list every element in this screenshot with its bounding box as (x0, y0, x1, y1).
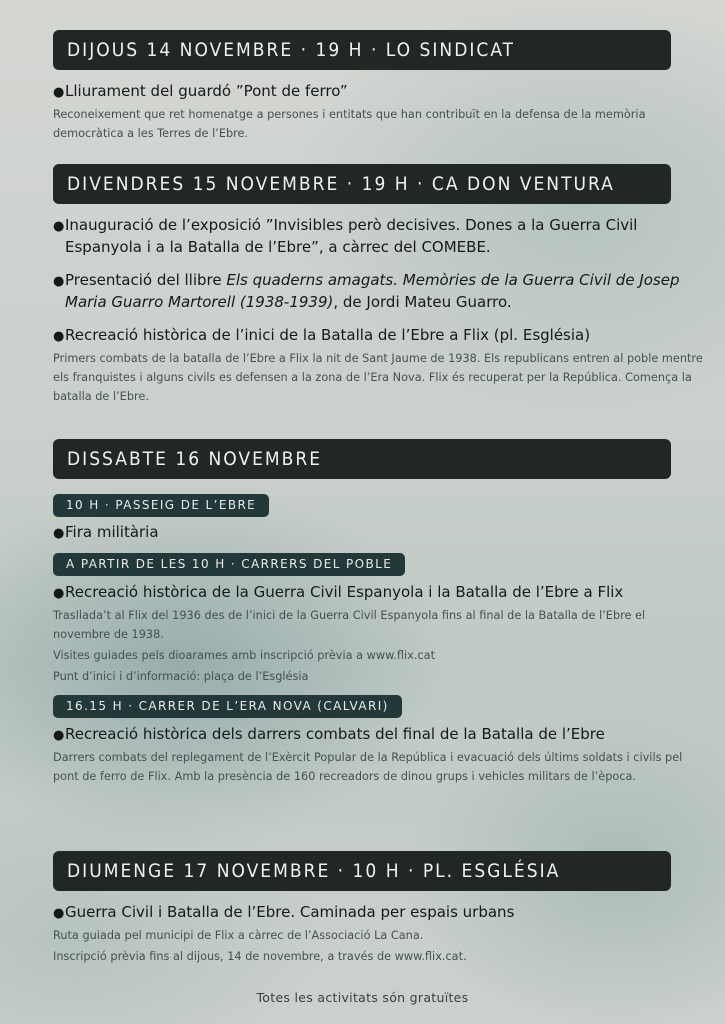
event-item (53, 81, 703, 143)
event-description: Inscripció prèvia fins al dijous, 14 de novembre, a través de www.flix.cat. (53, 950, 467, 963)
event-item (53, 724, 703, 786)
event-description: Reconeixement que ret homenatge a persones i entitats que han contribuït en la defensa de la memòria democràtica a les Terres de l’Ebre. (53, 108, 646, 140)
day-header-thursday: DIJOUS 14 NOVEMBRE · 19 H · LO SINDICAT (53, 30, 671, 70)
session-label: A PARTIR DE LES 10 H · CARRERS DEL POBLE (53, 553, 405, 576)
event-item (53, 902, 671, 966)
day-header-friday: DIVENDRES 15 NOVEMBRE · 19 H · CA DON VENTURA (53, 164, 671, 204)
day-header-sunday: DIUMENGE 17 NOVEMBRE · 10 H · PL. ESGLÉSIA (53, 851, 671, 891)
event-title: ●Recreació històrica de l’inici de la Batalla de l’Ebre a Flix (pl. Església) (53, 325, 703, 347)
session-label: 10 H · PASSEIG DE L’EBRE (53, 494, 269, 517)
event-title: ●Inauguració de l’exposició ”Invisibles però decisives. Dones a la Guerra Civil Espanyola i a la Batalla de l’Ebre”, a càrrec del COMEBE. (53, 216, 638, 256)
session-label: 16.15 H · CARRER DE L’ERA NOVA (CALVARI) (53, 695, 402, 718)
event-item (53, 325, 703, 406)
event-item (53, 270, 703, 313)
day-thursday (53, 30, 703, 143)
footer-note: Totes les activitats són gratuïtes (256, 990, 469, 1005)
event-title: ●Presentació del llibre Els quaderns amagats. Memòries de la Guerra Civil de Josep Maria Guarro Martorell (1938-1939), de Jordi Mateu Guarro. (53, 271, 680, 311)
book-title: Els quaderns amagats. Memòries de la Guerra Civil de Josep Maria Guarro Martorell (1938-1939) (65, 271, 680, 311)
event-title: ●Guerra Civil i Batalla de l’Ebre. Caminada per espais urbans (53, 902, 671, 924)
bullet-icon: ● (53, 85, 65, 100)
bullet-icon: ● (53, 586, 65, 601)
event-title: ●Recreació històrica de la Guerra Civil Espanyola i la Batalla de l’Ebre a Flix (53, 582, 703, 604)
event-item (53, 215, 703, 258)
bullet-icon: ● (53, 274, 65, 289)
event-title: ●Lliurament del guardó ”Pont de ferro” (53, 81, 703, 103)
session (53, 494, 703, 544)
event-item (53, 522, 703, 544)
event-description: Visites guiades pels dioarames amb inscripció prèvia a www.flix.cat (53, 649, 435, 662)
event-description: Darrers combats del replegament de l’Exèrcit Popular de la República i evacuació dels últims soldats i civils pel pont de ferro de Flix. Amb la presència de 160 recreadors de dinou grups i vehicles militars de l’època. (53, 751, 683, 783)
event-description: Ruta guiada pel municipi de Flix a càrrec de l’Associació La Cana. (53, 929, 424, 942)
bullet-icon: ● (53, 728, 65, 743)
bullet-icon: ● (53, 219, 65, 234)
session (53, 695, 703, 786)
bullet-icon: ● (53, 906, 65, 921)
event-title: ●Recreació històrica dels darrers combats del final de la Batalla de l’Ebre (53, 724, 703, 746)
event-description: Trasllada’t al Flix del 1936 des de l’inici de la Guerra Civil Espanyola fins al final de la Batalla de l’Ebre el novembre de 1938. (53, 609, 646, 641)
event-description: Punt d’inici i d’informació: plaça de l’Església (53, 670, 309, 683)
event-title: ●Fira militària (53, 522, 703, 544)
day-sunday (53, 851, 671, 966)
bullet-icon: ● (53, 329, 65, 344)
bullet-icon: ● (53, 526, 65, 541)
day-saturday (53, 439, 703, 786)
event-description: Primers combats de la batalla de l’Ebre a Flix la nit de Sant Jaume de 1938. Els republicans entren al poble mentre els franquistes i alguns civils es defensen a la zona de l’Era Nova. Flix és recuperat per la República. Comença la batalla de l’Ebre. (53, 352, 703, 403)
session (53, 553, 703, 686)
day-header-saturday: DISSABTE 16 NOVEMBRE (53, 439, 671, 479)
day-friday (53, 164, 703, 406)
event-item (53, 582, 703, 686)
